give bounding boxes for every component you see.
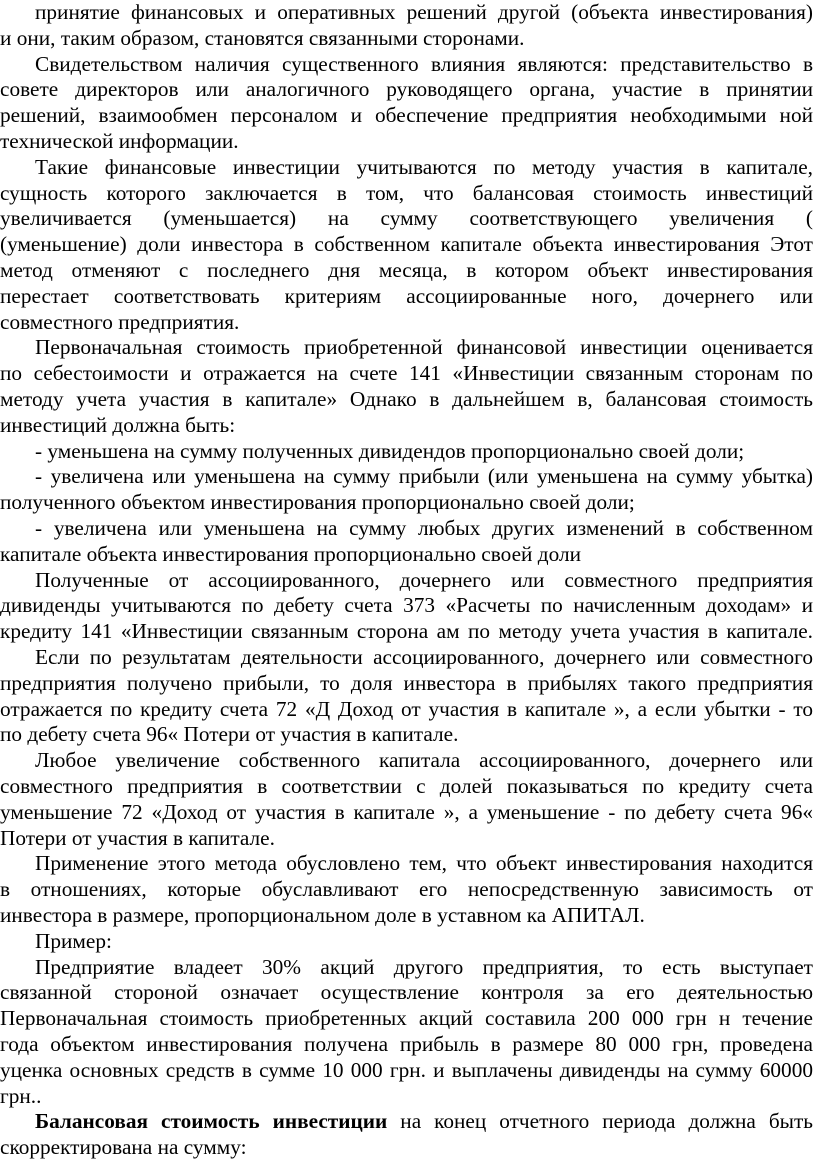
- text-line: уменьшение 72 «Доход от участия в капитале », а уменьшение - по дебету счета 96«: [0, 800, 813, 824]
- text-line: дивиденды учитываются по дебету счета 373 «Расчеты по начисленным доходам» и: [0, 593, 813, 617]
- text-line: Предприятие владеет 30% акций другого предприятия, то есть выступает: [35, 955, 813, 979]
- text-line: отражается по кредиту счета 72 «Д Доход от участия в капитале », а если убытки - то: [0, 697, 813, 721]
- bold-term: Балансовая стоимость инвестиции: [35, 1109, 388, 1133]
- text-line: полученного объектом инвестирования пропорционально своей доли;: [0, 490, 635, 514]
- text-line: Свидетельством наличия существенного влияния являются: представительство в: [35, 52, 813, 76]
- text-line: - увеличена или уменьшена на сумму прибыли (или уменьшена на сумму убытка): [35, 464, 813, 488]
- text-line: кредиту 141 «Инвестиции связанным сторона ам по методу учета участия в капитале.: [0, 619, 813, 643]
- text-line: методу учета участия в капитале» Однако в дальнейшем в, балансовая стоимость: [0, 387, 813, 411]
- text-line: капитале объекта инвестирования пропорционально своей доли: [0, 542, 581, 566]
- text-line-bold-lead: [0, 1109, 816, 1134]
- text-line: Любое увеличение собственного капитала ассоциированного, дочернего или: [35, 748, 813, 772]
- text-line: года объектом инвестирования получена прибыль в размере 80 000 грн, проведена: [0, 1032, 813, 1056]
- text-line: перестает соответствовать критериям ассоциированные ного, дочернего или: [0, 284, 813, 308]
- text-line: - увеличена или уменьшена на сумму любых других изменений в собственном: [35, 516, 813, 540]
- text-line: по дебету счета 96« Потери от участия в капитале.: [0, 722, 459, 746]
- text-line: увеличивается (уменьшается) на сумму соответствующего увеличения (: [0, 206, 813, 230]
- text-line: совместного предприятия.: [0, 310, 240, 334]
- text-line: и они, таким образом, становятся связанными сторонами.: [0, 26, 525, 50]
- text-line: инвестора в размере, пропорциональном доле в уставном ка АПИТАЛ.: [0, 903, 645, 927]
- text-line: Потери от участия в капитале.: [0, 826, 275, 850]
- text-line: Если по результатам деятельности ассоциированного, дочернего или совместного: [35, 645, 813, 669]
- text-line: Первоначальная стоимость приобретенных акций составила 200 000 грн н течение: [0, 1006, 813, 1030]
- text-line: сущность которого заключается в том, что балансовая стоимость инвестиций: [0, 181, 813, 205]
- text-line: по себестоимости и отражается на счете 141 «Инвестиции связанным сторонам по: [0, 361, 813, 385]
- text-line: Первоначальная стоимость приобретенной финансовой инвестиции оценивается: [35, 335, 813, 359]
- text-line: инвестиций должна быть:: [0, 413, 236, 437]
- text-line: (уменьшение) доли инвестора в собственном капитале объекта инвестирования Этот: [0, 232, 813, 256]
- text-line: в отношениях, которые обуславливают его непосредственную зависимость от: [0, 877, 813, 901]
- text-line: Пример:: [35, 929, 112, 953]
- text-line: технической информации.: [0, 129, 239, 153]
- text-line: Такие финансовые инвестиции учитываются по методу участия в капитале,: [35, 155, 813, 179]
- text-line: принятие финансовых и оперативных решений другой (объекта инвестирования): [35, 0, 813, 24]
- text-line: - уменьшена на сумму полученных дивидендов пропорционально своей доли;: [35, 439, 745, 463]
- text-line: скорректирована на сумму:: [0, 1135, 247, 1159]
- text-line: совместного предприятия в соответствии с долей показываться по кредиту счета: [0, 774, 813, 798]
- text-line: решений, взаимообмен персоналом и обеспечение предприятия необходимыми ной: [0, 103, 813, 127]
- text-line: связанной стороной означает осуществление контроля за его деятельностью: [0, 980, 813, 1004]
- text-line: грн..: [0, 1084, 42, 1108]
- text-line: Полученные от ассоциированного, дочернего или совместного предприятия: [35, 568, 813, 592]
- text-continuation: на конец отчетного периода должна быть: [387, 1109, 813, 1133]
- text-line: Применение этого метода обусловлено тем, что объект инвестирования находится: [35, 851, 813, 875]
- text-line: уценка основных средств в сумме 10 000 грн. и выплачены дивиденды на сумму 60000: [0, 1058, 813, 1082]
- text-line: совете директоров или аналогичного руководящего органа, участие в принятии: [0, 77, 813, 101]
- text-line: предприятия получено прибыли, то доля инвестора в прибылях такого предприятия: [0, 671, 813, 695]
- text-line: метод отменяют с последнего дня месяца, в котором объект инвестирования: [0, 258, 813, 282]
